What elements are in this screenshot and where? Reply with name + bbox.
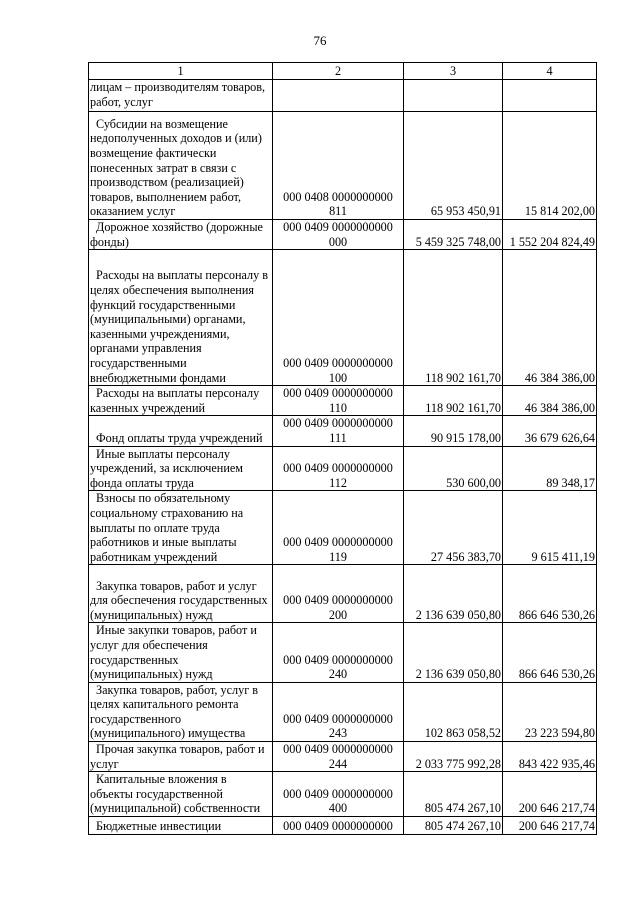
row-name-cell: лицам – производителям товаров, работ, услуг bbox=[89, 80, 273, 112]
column-header: 4 bbox=[503, 63, 597, 80]
row-name-cell: Взносы по обязательному социальному страхованию на выплаты по оплате труда работников и иные выплаты работникам учреждений bbox=[89, 491, 273, 565]
row-value-2-cell: 866 646 530,26 bbox=[503, 623, 597, 682]
row-value-1-cell: 5 459 325 748,00 bbox=[404, 220, 503, 250]
row-value-1-cell: 118 902 161,70 bbox=[404, 250, 503, 386]
row-name-cell: Расходы на выплаты персоналу казенных учреждений bbox=[89, 386, 273, 416]
row-code-cell: 000 0409 0000000000 000 bbox=[273, 220, 404, 250]
table-header-row bbox=[89, 63, 597, 80]
row-value-2-cell: 200 646 217,74 bbox=[503, 817, 597, 835]
row-code-cell: 000 0409 0000000000 243 bbox=[273, 682, 404, 741]
column-header: 3 bbox=[404, 63, 503, 80]
row-code-cell bbox=[273, 80, 404, 112]
row-value-2-cell bbox=[503, 80, 597, 112]
row-value-1-cell: 118 902 161,70 bbox=[404, 386, 503, 416]
row-name-cell: Бюджетные инвестиции bbox=[89, 817, 273, 835]
row-value-2-cell: 866 646 530,26 bbox=[503, 565, 597, 623]
table-row bbox=[89, 112, 597, 220]
row-code-cell: 000 0409 0000000000 119 bbox=[273, 491, 404, 565]
row-name-cell: Фонд оплаты труда учреждений bbox=[89, 416, 273, 446]
row-value-2-cell: 23 223 594,80 bbox=[503, 682, 597, 741]
column-header: 2 bbox=[273, 63, 404, 80]
table-row bbox=[89, 386, 597, 416]
row-code-cell: 000 0409 0000000000 110 bbox=[273, 386, 404, 416]
row-value-2-cell: 89 348,17 bbox=[503, 446, 597, 491]
table-row bbox=[89, 446, 597, 491]
row-value-1-cell: 530 600,00 bbox=[404, 446, 503, 491]
row-code-cell: 000 0409 0000000000 100 bbox=[273, 250, 404, 386]
row-value-2-cell: 843 422 935,46 bbox=[503, 742, 597, 772]
table-row bbox=[89, 817, 597, 835]
budget-table bbox=[88, 62, 597, 835]
row-value-1-cell: 65 953 450,91 bbox=[404, 112, 503, 220]
table-row bbox=[89, 220, 597, 250]
row-code-cell: 000 0408 0000000000 811 bbox=[273, 112, 404, 220]
row-name-cell: Капитальные вложения в объекты государственной (муниципальной) собственности bbox=[89, 772, 273, 817]
row-name-cell: Субсидии на возмещение недополученных доходов и (или) возмещение фактически понесенных затрат в связи с производством (реализацией) товаров, выполнением работ, оказанием услуг bbox=[89, 112, 273, 220]
row-value-2-cell: 46 384 386,00 bbox=[503, 250, 597, 386]
row-value-1-cell: 2 136 639 050,80 bbox=[404, 623, 503, 682]
row-value-1-cell: 90 915 178,00 bbox=[404, 416, 503, 446]
row-name-cell: Закупка товаров, работ и услуг для обеспечения государственных (муниципальных) нужд bbox=[89, 565, 273, 623]
row-value-2-cell: 9 615 411,19 bbox=[503, 491, 597, 565]
row-value-1-cell bbox=[404, 80, 503, 112]
row-code-cell: 000 0409 0000000000 240 bbox=[273, 623, 404, 682]
table-row bbox=[89, 80, 597, 112]
table-row bbox=[89, 623, 597, 682]
row-name-cell: Иные выплаты персоналу учреждений, за исключением фонда оплаты труда bbox=[89, 446, 273, 491]
row-value-1-cell: 102 863 058,52 bbox=[404, 682, 503, 741]
row-value-2-cell: 46 384 386,00 bbox=[503, 386, 597, 416]
row-name-cell: Прочая закупка товаров, работ и услуг bbox=[89, 742, 273, 772]
row-value-2-cell: 1 552 204 824,49 bbox=[503, 220, 597, 250]
row-value-2-cell: 36 679 626,64 bbox=[503, 416, 597, 446]
table-row bbox=[89, 565, 597, 623]
row-name-cell: Закупка товаров, работ, услуг в целях капитального ремонта государственного (муниципального) имущества bbox=[89, 682, 273, 741]
page-number: 76 bbox=[313, 33, 327, 48]
row-code-cell: 000 0409 0000000000 244 bbox=[273, 742, 404, 772]
table-row bbox=[89, 682, 597, 741]
row-code-cell: 000 0409 0000000000 200 bbox=[273, 565, 404, 623]
row-code-cell: 000 0409 0000000000 400 bbox=[273, 772, 404, 817]
row-value-1-cell: 805 474 267,10 bbox=[404, 772, 503, 817]
table-row bbox=[89, 416, 597, 446]
table-row bbox=[89, 250, 597, 386]
row-name-cell: Дорожное хозяйство (дорожные фонды) bbox=[89, 220, 273, 250]
table-row bbox=[89, 742, 597, 772]
row-code-cell: 000 0409 0000000000 111 bbox=[273, 416, 404, 446]
row-value-1-cell: 805 474 267,10 bbox=[404, 817, 503, 835]
column-header: 1 bbox=[89, 63, 273, 80]
row-name-cell: Иные закупки товаров, работ и услуг для обеспечения государственных (муниципальных) нужд bbox=[89, 623, 273, 682]
row-value-1-cell: 2 136 639 050,80 bbox=[404, 565, 503, 623]
table-row bbox=[89, 772, 597, 817]
table-row bbox=[89, 491, 597, 565]
row-value-1-cell: 27 456 383,70 bbox=[404, 491, 503, 565]
row-code-cell: 000 0409 0000000000 112 bbox=[273, 446, 404, 491]
row-value-2-cell: 200 646 217,74 bbox=[503, 772, 597, 817]
row-name-cell: Расходы на выплаты персоналу в целях обеспечения выполнения функций государственными (муниципальными) органами, казенными учреждениями, органами управления государственными внебюджетными фондами bbox=[89, 250, 273, 386]
row-value-1-cell: 2 033 775 992,28 bbox=[404, 742, 503, 772]
row-value-2-cell: 15 814 202,00 bbox=[503, 112, 597, 220]
row-code-cell: 000 0409 0000000000 bbox=[273, 817, 404, 835]
